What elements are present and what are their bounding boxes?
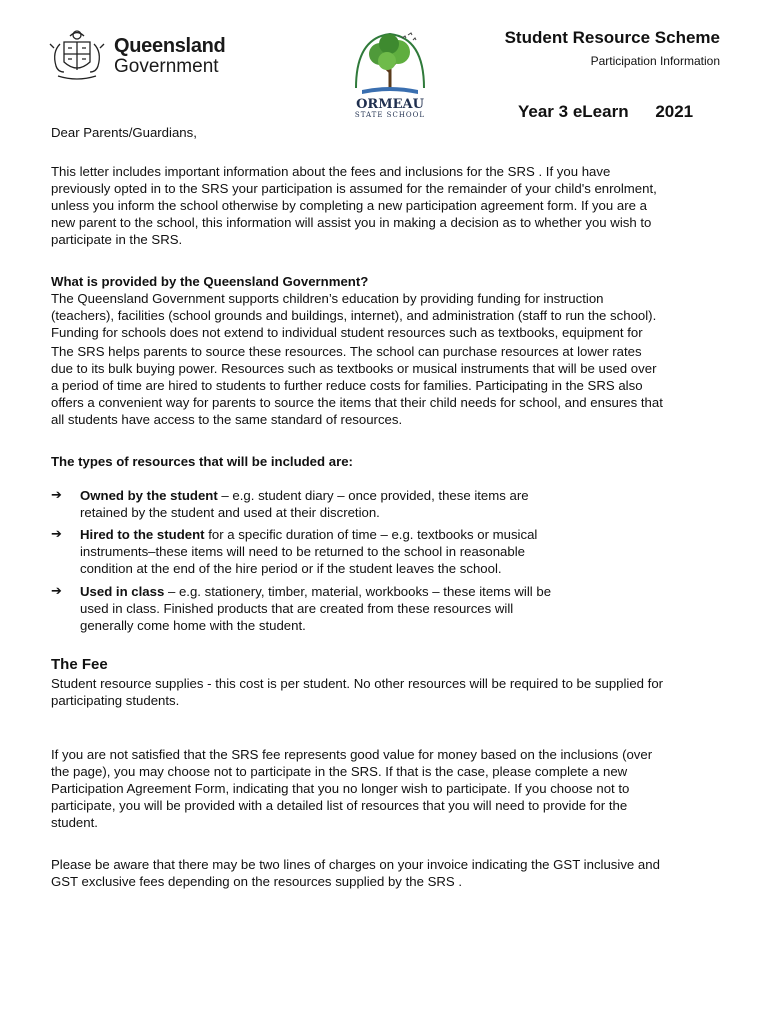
bullet-line: generally come home with the student. <box>80 618 306 633</box>
queensland-government-logo <box>46 26 246 84</box>
govt-line: (teachers), facilities (school grounds and buildings, internet), and administration (staff to run the school). <box>51 308 657 323</box>
intro-line: previously opted in to the SRS your participation is assumed for the remainder of your child's enrolment, <box>51 181 657 196</box>
fee-heading: The Fee <box>51 656 108 673</box>
school-sub: STATE SCHOOL <box>354 111 426 119</box>
bullet-line: – e.g. stationery, timber, material, workbooks – these items will be <box>164 584 552 599</box>
intro-line: participate in the SRS. <box>51 232 183 247</box>
intro-paragraph <box>51 163 731 248</box>
srs-paragraph <box>51 343 731 428</box>
types-heading: The types of resources that will be included are: <box>51 454 353 469</box>
satisfied-line: If you are not satisfied that the SRS fee represents good value for money based on the inclusions (over <box>51 747 653 762</box>
bullet-text <box>80 583 600 634</box>
bullet-text <box>80 526 600 577</box>
scheme-subtitle: Participation Information <box>590 54 720 68</box>
bullet-owned <box>51 487 611 520</box>
srs-line: due to its bulk buying power. Resources such as textbooks or musical instruments that will be used over <box>51 361 657 376</box>
satisfied-line: the page), you may choose not to participate in the SRS. If that is the case, please complete a new <box>51 764 628 779</box>
ormeau-school-logo <box>340 28 440 120</box>
govt-paragraph <box>51 290 731 341</box>
coat-of-arms-icon <box>46 26 108 82</box>
arrow-icon: ➔ <box>51 526 62 541</box>
satisfied-line: participate, you will be provided with a detailed list of resources that you will need to provide for the <box>51 798 628 813</box>
bullet-used <box>51 583 611 633</box>
intro-line: unless you inform the school otherwise by completing a new participation agreement form. If you are a <box>51 198 647 213</box>
bullet-line: – e.g. student diary – once provided, these items are <box>217 488 529 503</box>
salutation: Dear Parents/Guardians, <box>51 125 197 140</box>
fee-paragraph <box>51 675 731 709</box>
gst-line: GST exclusive fees depending on the resources supplied by the SRS . <box>51 874 463 889</box>
scheme-title: Student Resource Scheme <box>504 28 720 47</box>
bullet-bold: Hired to the student <box>80 527 205 542</box>
srs-line: all students have access to the same standard of resources. <box>51 412 403 427</box>
program-year-row <box>518 102 693 122</box>
fee-line: participating students. <box>51 693 180 708</box>
srs-line: The SRS helps parents to source these resources. The school can purchase resources at lower rates <box>51 344 642 359</box>
program-label: Year 3 eLearn <box>518 102 629 121</box>
bullet-line: condition at the end of the hire period or if the student leaves the school. <box>80 561 502 576</box>
srs-line: a period of time are hired to students to further reduce costs for families. Participating in the SRS also <box>51 378 643 393</box>
satisfied-paragraph <box>51 746 731 831</box>
govt-line: The Queensland Government supports children’s education by providing funding for instruction <box>51 291 604 306</box>
tree-logo-icon <box>340 28 440 120</box>
bullet-hired <box>51 526 611 576</box>
intro-line: This letter includes important information about the fees and inclusions for the SRS . If you have <box>51 164 611 179</box>
bullet-bold: Owned by the student <box>80 488 218 503</box>
bullet-line: retained by the student and used at their discretion. <box>80 505 380 520</box>
govt-heading: What is provided by the Queensland Government? <box>51 274 369 289</box>
satisfied-line: student. <box>51 815 98 830</box>
school-name: ORMEAU <box>356 97 424 112</box>
bullet-bold: Used in class <box>80 584 165 599</box>
arrow-icon: ➔ <box>51 583 62 598</box>
govt-line: Funding for schools does not extend to individual student resources such as textbooks, equipment for <box>51 325 643 340</box>
gst-paragraph <box>51 856 731 890</box>
srs-line: offers a convenient way for parents to source the items that their child needs for school, and ensures that <box>51 395 663 410</box>
arrow-icon: ➔ <box>51 487 62 502</box>
govt-name-line2: Government <box>114 56 219 77</box>
bullet-line: used in class. Finished products that are created from these resources will <box>80 601 514 616</box>
govt-name-line1: Queensland <box>114 35 226 57</box>
year-label: 2021 <box>655 102 694 121</box>
satisfied-line: Participation Agreement Form, indicating that you no longer wish to participate. If you choose not to <box>51 781 630 796</box>
gst-line: Please be aware that there may be two lines of charges on your invoice indicating the GST inclusive and <box>51 857 660 872</box>
intro-line: new parent to the school, this information will assist you in making a decision as to whether you wish to <box>51 215 652 230</box>
bullet-line: for a specific duration of time – e.g. textbooks or musical <box>204 527 538 542</box>
bullet-text <box>80 487 600 521</box>
fee-line: Student resource supplies - this cost is per student. No other resources will be required to be supplied for <box>51 676 664 691</box>
bullet-line: instruments–these items will need to be returned to the school in reasonable <box>80 544 525 559</box>
